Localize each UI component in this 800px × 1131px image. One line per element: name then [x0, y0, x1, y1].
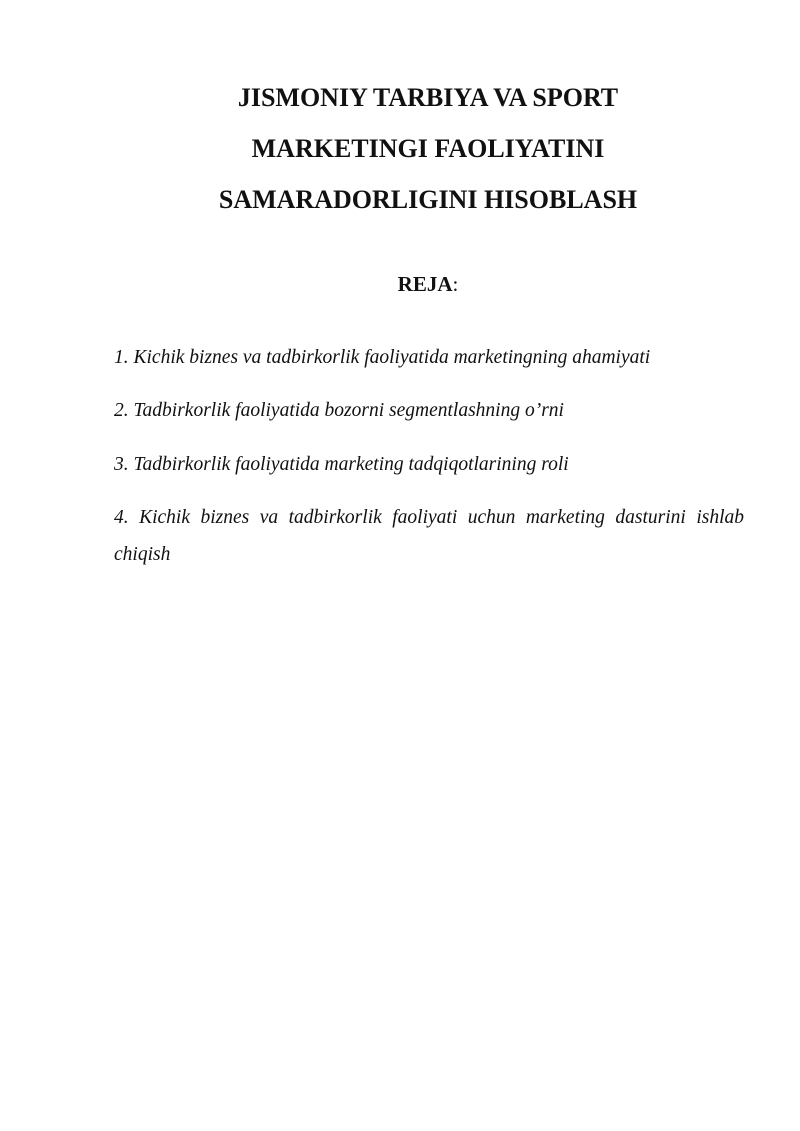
- plan-heading: [0, 266, 800, 302]
- document-title: [0, 72, 800, 225]
- plan-item-1: 1. Kichik biznes va tadbirkorlik faoliyatida marketingning ahamiyati: [114, 347, 651, 368]
- plan-item-3: 3. Tadbirkorlik faoliyatida marketing tadqiqotlarining roli: [114, 454, 569, 475]
- plan-item-4-line-1: 4. Kichik biznes va tadbirkorlik faoliyati uchun marketing dasturini ishlab: [114, 507, 744, 528]
- plan-item-2: 2. Tadbirkorlik faoliyatida bozorni segmentlashning o’rni: [114, 400, 564, 421]
- plan-item-4: [114, 499, 744, 573]
- title-line-1: JISMONIY TARBIYA VA SPORT: [237, 83, 619, 112]
- plan-item-4-line-2: chiqish: [114, 544, 171, 565]
- title-line-3: SAMARADORLIGINI HISOBLASH: [218, 185, 638, 214]
- plan-heading-colon: :: [452, 272, 459, 296]
- title-line-2: MARKETINGI FAOLIYATINI: [251, 134, 605, 163]
- plan-heading-word: REJA: [397, 272, 453, 296]
